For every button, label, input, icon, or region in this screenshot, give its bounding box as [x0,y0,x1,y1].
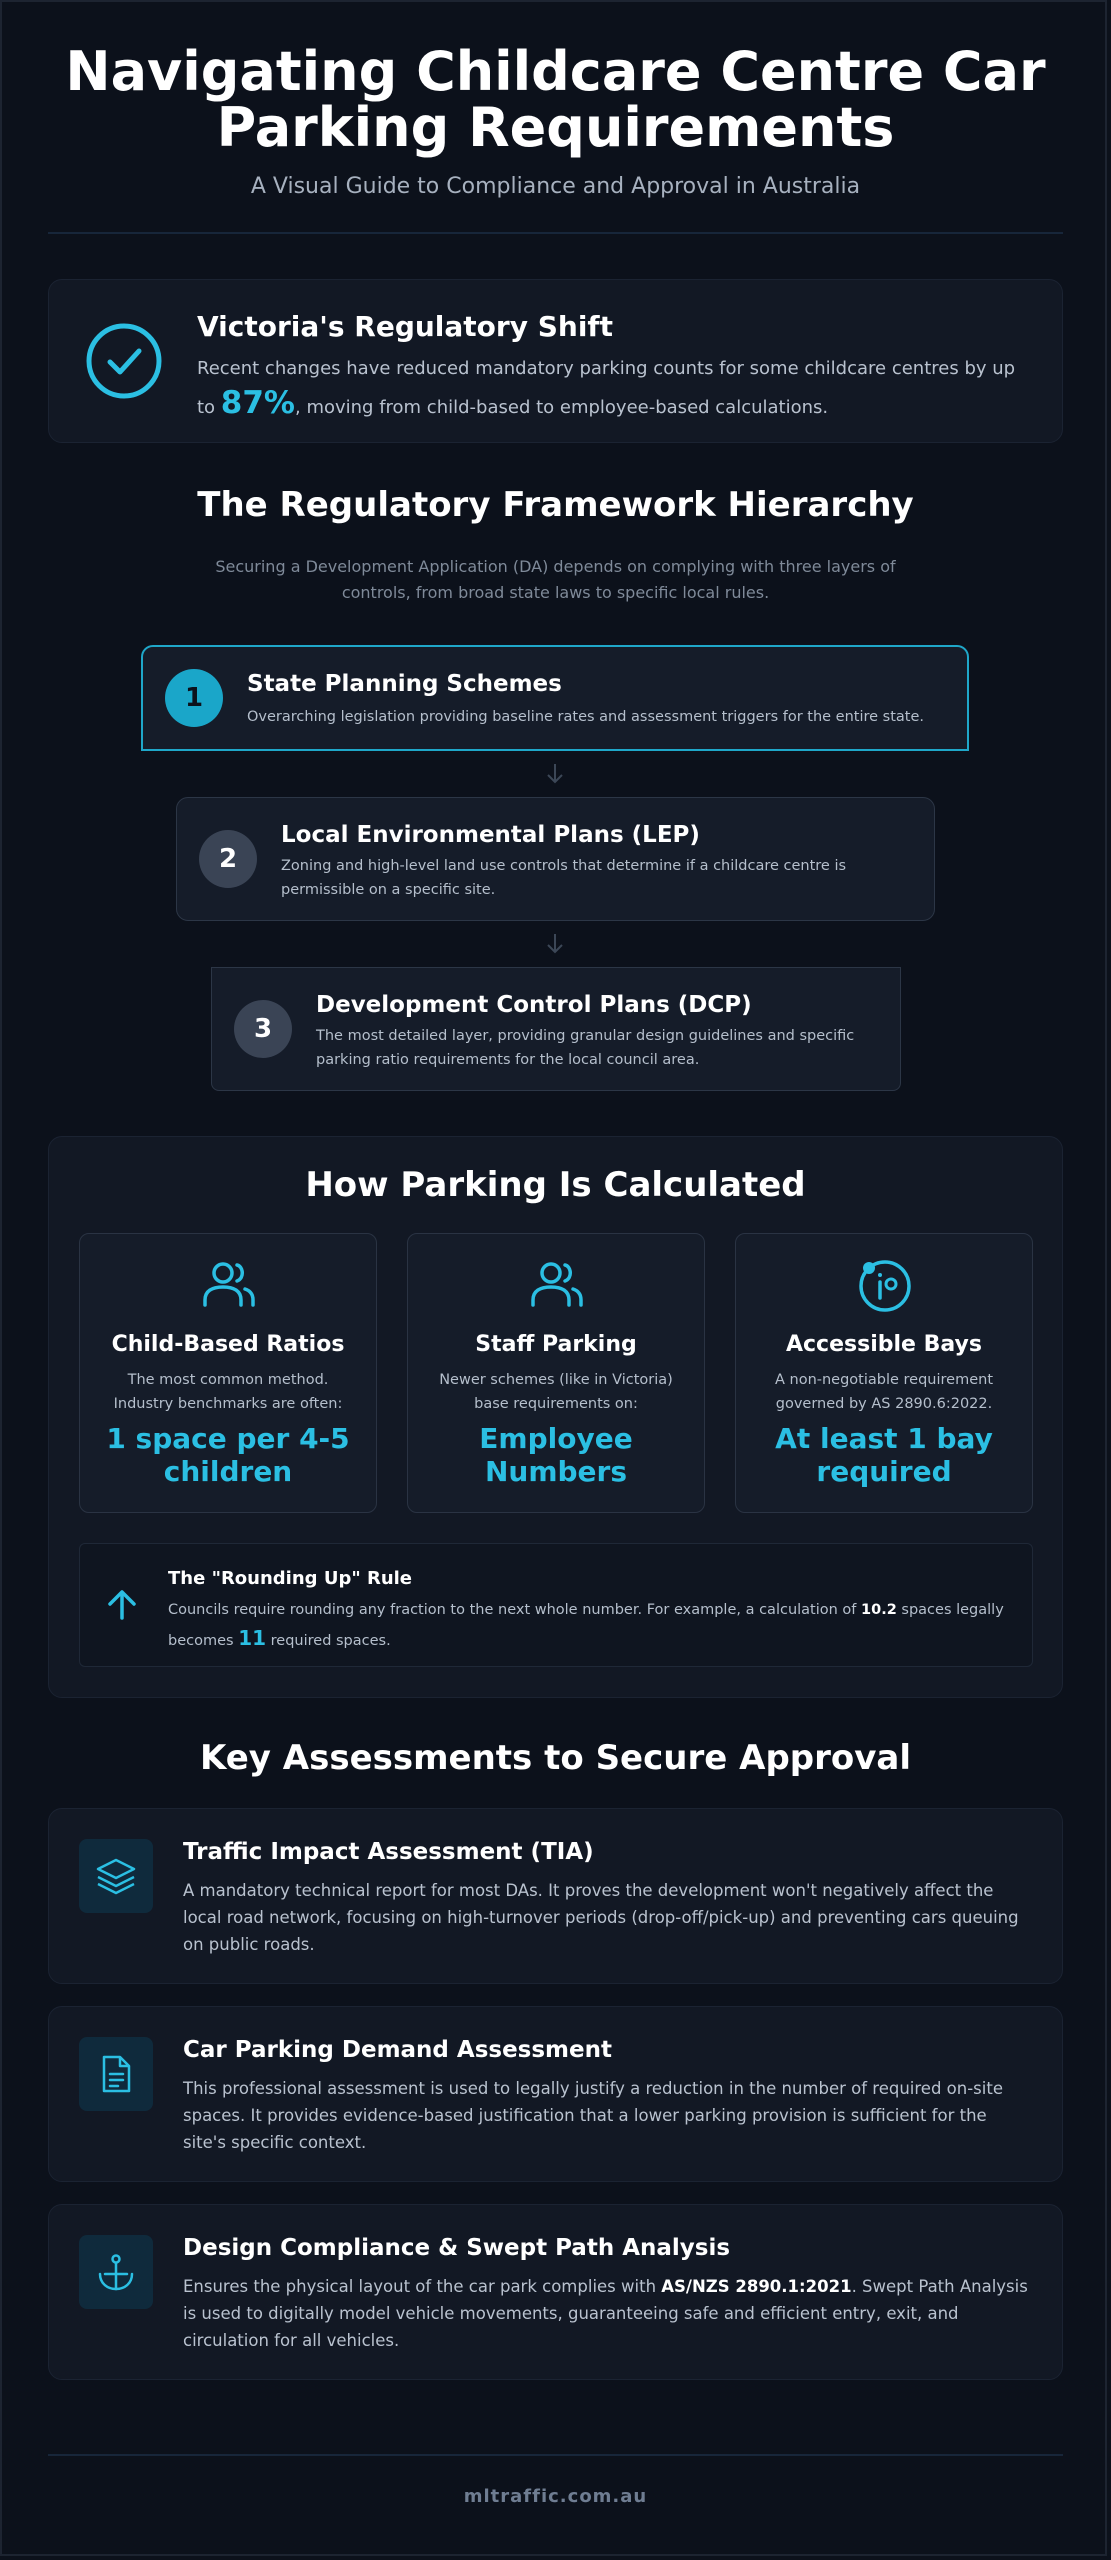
parking-panel [48,1136,1063,1698]
title-line-2: Parking Requirements [216,96,895,159]
assessment-title: Car Parking Demand Assessment [183,2037,612,2063]
rounding-rule-box [79,1543,1033,1667]
card-value: At least 1 bay required [775,1422,993,1488]
tier-number: 3 [234,1000,292,1058]
accessibility-icon [855,1256,915,1316]
anchor-icon [96,2252,136,2292]
card-desc: A non-negotiable requirement governed by AS 2890.6:2022. [774,1372,994,1412]
assessment-tia [48,1808,1063,1984]
card-value: 1 space per 4-5 children [106,1422,350,1488]
rounding-text-c: required spaces. [266,1633,391,1649]
page-subtitle: A Visual Guide to Compliance and Approval in Australia [250,174,861,199]
layers-icon [96,1856,136,1896]
rounding-text [168,1596,1008,1655]
tier-desc: Overarching legislation providing baseline rates and assessment triggers for the entire state. [247,709,925,725]
tier-title: Local Environmental Plans (LEP) [281,822,700,848]
shift-heading: Victoria's Regulatory Shift [197,310,613,343]
check-circle-icon [85,322,163,400]
rounding-example-value: 10.2 [861,1602,897,1618]
users-icon [527,1256,587,1316]
assessment-text-after: . Swept Path Analysis is used to digitally model vehicle movements, guaranteeing safe and efficient entry, exit, and circulation for all vehicles. [183,2277,1028,2350]
parking-heading: How Parking Is Calculated [305,1165,806,1205]
tier-desc: Zoning and high-level land use controls that determine if a childcare centre is permissible on a specific site. [281,858,847,898]
rounding-result-value: 11 [238,1626,267,1650]
shift-percentage: 87% [220,385,295,421]
card-title: Child-Based Ratios [111,1332,345,1357]
hierarchy-heading: The Regulatory Framework Hierarchy [197,485,914,525]
rounding-text-b: spaces legally becomes [168,1602,1004,1649]
document-icon [96,2054,136,2094]
assessment-text [183,2273,1033,2354]
assessment-icon-box [79,2235,153,2309]
card-accessible-bays [735,1233,1033,1513]
footer-site: mltraffic.com.au [463,2486,648,2507]
assessment-icon-box [79,1839,153,1913]
card-staff-parking [407,1233,705,1513]
assessment-title: Traffic Impact Assessment (TIA) [183,1839,594,1865]
tier-desc: The most detailed layer, providing granular design guidelines and specific parking ratio requirements for the local council area. [316,1028,855,1068]
assessment-title: Design Compliance & Swept Path Analysis [183,2235,731,2261]
assessment-parking-demand [48,2006,1063,2182]
card-title: Accessible Bays [785,1332,982,1357]
tier-number: 2 [199,830,257,888]
tier-dcp [211,967,901,1091]
assessment-text: This professional assessment is used to legally justify a reduction in the number of required on-site spaces. It provides evidence-based justification that a lower parking provision is sufficient for the site's specific context. [183,2079,1003,2152]
assessment-icon-box [79,2037,153,2111]
card-desc: Newer schemes (like in Victoria) base requirements on: [439,1372,673,1412]
standard-reference: AS/NZS 2890.1:2021 [661,2277,852,2296]
assessment-design-compliance [48,2204,1063,2380]
tier-number: 1 [165,669,223,727]
shift-text [197,352,1027,425]
page-title [48,40,1063,159]
assessments-heading: Key Assessments to Secure Approval [199,1738,912,1778]
rounding-text-a: Councils require rounding any fraction to the next whole number. For example, a calculation of [168,1602,862,1618]
arrow-down-icon [543,762,567,786]
shift-text-before: Recent changes have reduced mandatory parking counts for some childcare centres by up to [197,358,1016,418]
assessment-text: A mandatory technical report for most DAs. It proves the development won't negatively affect the local road network, focusing on high-turnover periods (drop-off/pick-up) and preventing cars queuing on public roads. [183,1881,1019,1954]
users-icon [199,1256,259,1316]
arrow-up-icon [106,1588,138,1620]
tier-title: Development Control Plans (DCP) [316,992,752,1018]
hierarchy-subtitle: Securing a Development Application (DA) depends on complying with three layers of controls, from broad state laws to specific local rules. [215,557,896,602]
tier-lep [176,797,935,921]
card-value: Employee Numbers [479,1422,633,1488]
arrow-down-icon [543,932,567,956]
card-desc: The most common method. Industry benchmarks are often: [113,1372,343,1412]
rounding-title: The "Rounding Up" Rule [168,1568,413,1589]
regulatory-shift-card [48,279,1063,443]
card-title: Staff Parking [475,1332,637,1357]
title-line-1: Navigating Childcare Centre Car [65,40,1046,103]
footer-divider [48,2454,1063,2456]
shift-text-after: , moving from child-based to employee-based calculations. [295,397,829,418]
tier-title: State Planning Schemes [247,671,562,697]
tier-state-planning [141,645,969,751]
card-child-based-ratios [79,1233,377,1513]
assessment-text-before: Ensures the physical layout of the car park complies with [183,2277,662,2296]
header-divider [48,232,1063,234]
